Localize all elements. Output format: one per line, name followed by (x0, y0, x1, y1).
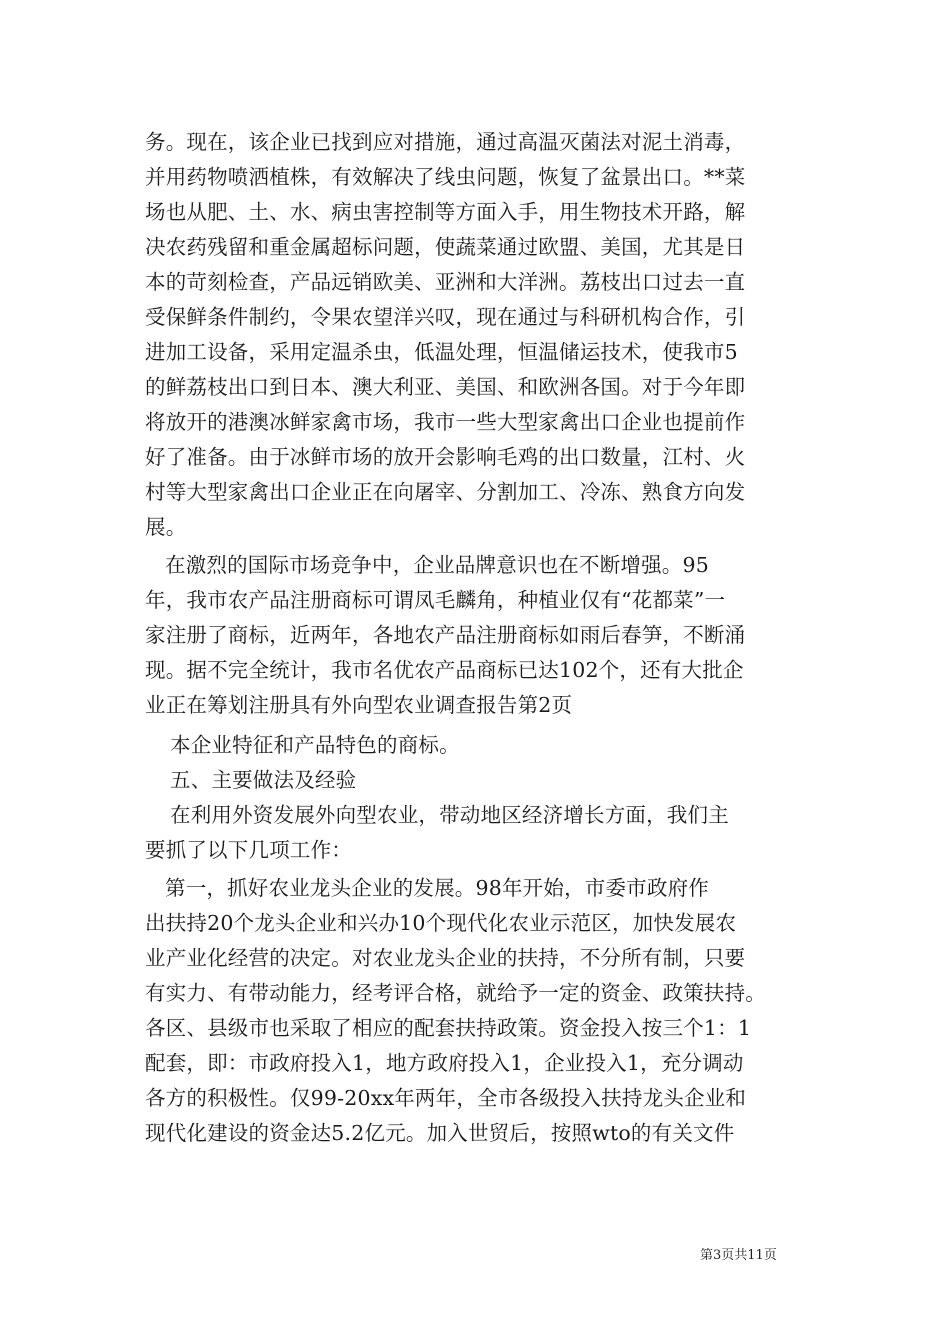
text-line: 村等大型家禽出口企业正在向屠宰、分割加工、冷冻、熟食方向发 (145, 480, 746, 504)
text-line: 出扶持20个龙头企业和兴办10个现代化农业示范区，加快发展农 (145, 911, 737, 935)
text-line: 第一，抓好农业龙头企业的发展。98年开始，市委市政府作 (165, 876, 709, 900)
text-line: 在利用外资发展外向型农业，带动地区经济增长方面，我们主 (170, 803, 729, 827)
text-line: 将放开的港澳冰鲜家禽市场，我市一些大型家禽出口企业也提前作 (145, 410, 746, 434)
text-line: 本企业特征和产品特色的商标。 (170, 733, 460, 757)
text-line: 受保鲜条件制约，令果农望洋兴叹，现在通过与科研机构合作，引 (145, 305, 746, 329)
text-line: 各区、县级市也采取了相应的配套扶持政策。资金投入按三个1：1 (145, 1016, 752, 1040)
text-line: 决农药残留和重金属超标问题，使蔬菜通过欧盟、美国，尤其是日 (145, 235, 746, 259)
text-line: 现代化建设的资金达5.2亿元。加入世贸后，按照wto的有关文件 (145, 1121, 735, 1145)
text-line: 好了准备。由于冰鲜市场的放开会影响毛鸡的出口数量，江村、火 (145, 445, 746, 469)
text-line: 有实力、有带动能力，经考评合格，就给予一定的资金、政策扶持。 (145, 981, 766, 1005)
text-line: 业正在筹划注册具有外向型农业调查报告第2页 (145, 693, 573, 717)
text-line: 要抓了以下几项工作： (145, 838, 352, 862)
text-line: 家注册了商标，近两年，各地农产品注册商标如雨后春笋，不断涌 (145, 623, 746, 647)
text-line: 各方的积极性。仅99-20xx年两年，全市各级投入扶持龙头企业和 (145, 1086, 747, 1110)
text-line: 配套，即：市政府投入1，地方政府投入1，企业投入1，充分调动 (145, 1051, 744, 1075)
text-line: 并用药物喷洒植株，有效解决了线虫问题，恢复了盆景出口。**菜 (145, 165, 746, 189)
text-line: 现。据不完全统计，我市名优农产品商标已达102个，还有大批企 (145, 658, 744, 682)
text-line: 本的苛刻检查，产品远销欧美、亚洲和大洋洲。荔枝出口过去一直 (145, 270, 746, 294)
text-line: 务。现在，该企业已找到应对措施，通过高温灭菌法对泥土消毒， (145, 130, 746, 154)
text-line: 场也从肥、土、水、病虫害控制等方面入手，用生物技术开路，解 (145, 200, 746, 224)
text-line: 展。 (145, 515, 187, 539)
page-number-footer: 第3页共11页 (700, 1248, 777, 1263)
text-line: 在激烈的国际市场竞争中，企业品牌意识也在不断增强。95 (165, 553, 709, 577)
text-line: 的鲜荔枝出口到日本、澳大利亚、美国、和欧洲各国。对于今年即 (145, 375, 746, 399)
text-line: 业产业化经营的决定。对农业龙头企业的扶持，不分所有制，只要 (145, 946, 746, 970)
text-line: 年，我市农产品注册商标可谓凤毛麟角，种植业仅有“花都菜”一 (145, 588, 726, 612)
text-line: 进加工设备，采用定温杀虫，低温处理，恒温储运技术，使我市5 (145, 340, 738, 364)
section-heading: 五、主要做法及经验 (170, 768, 357, 792)
